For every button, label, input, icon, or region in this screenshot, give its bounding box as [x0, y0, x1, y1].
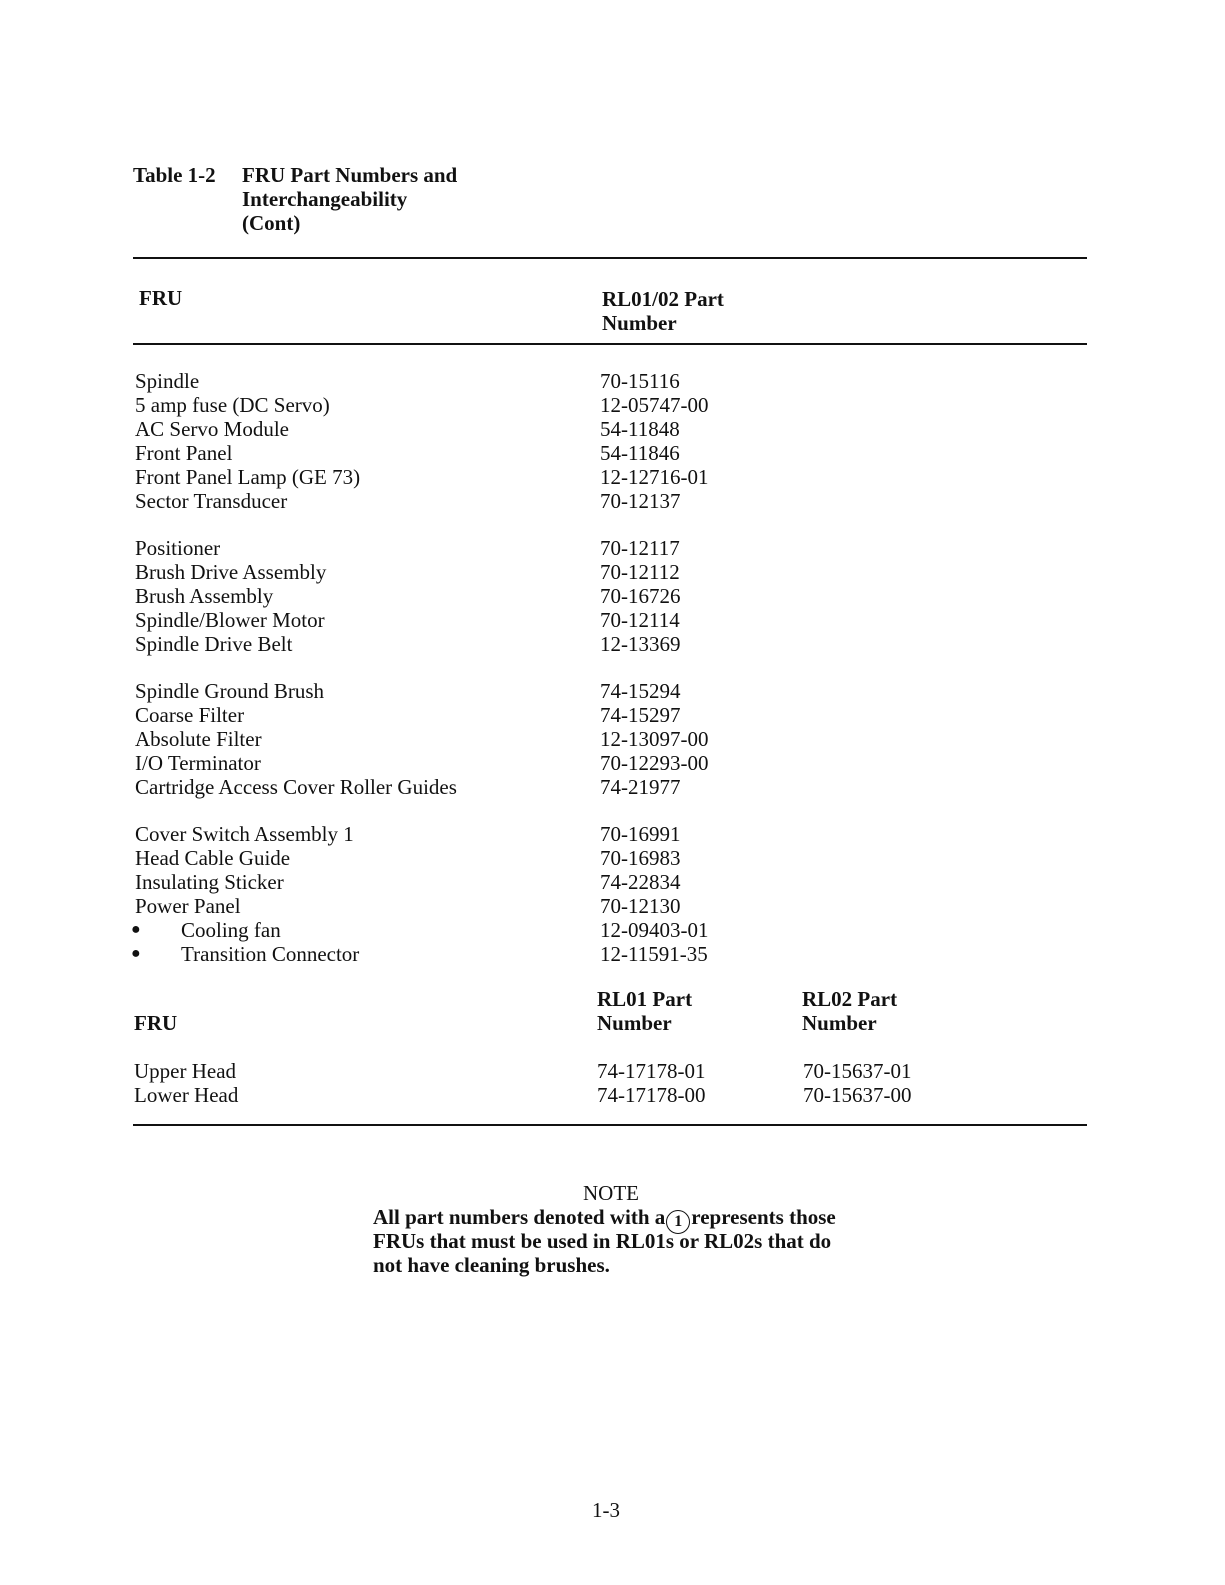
part-number: 12-11591-35	[600, 942, 708, 966]
bottom-rule	[133, 1124, 1087, 1126]
table-row	[0, 1059, 1225, 1083]
part-number: 12-09403-01	[600, 918, 709, 942]
header2-rl01-part	[597, 987, 692, 1035]
part-number: 12-12716-01	[600, 465, 709, 489]
table-row	[0, 846, 1225, 870]
table-row	[0, 1083, 1225, 1107]
fru-name: Sector Transducer	[135, 489, 288, 513]
part-number: 70-12137	[600, 489, 681, 513]
table-row	[0, 584, 1225, 608]
part-number: 70-12114	[600, 608, 680, 632]
fru-name: Power Panel	[135, 894, 241, 918]
fru-name: Absolute Filter	[135, 727, 262, 751]
bullet-icon: ●	[131, 921, 141, 938]
fru-name: Head Cable Guide	[135, 846, 291, 870]
table-row	[0, 489, 1225, 513]
header2-fru: FRU	[134, 1011, 178, 1035]
table-row	[0, 942, 1225, 966]
table-title-line-2: Interchangeability	[242, 187, 408, 211]
rl01-part-number: 74-17178-00	[597, 1083, 706, 1107]
table-row	[0, 393, 1225, 417]
table-row	[0, 679, 1225, 703]
part-number: 70-12117	[600, 536, 680, 560]
rl02-part-number: 70-15637-01	[803, 1059, 912, 1083]
table-row	[0, 775, 1225, 799]
table-row	[0, 417, 1225, 441]
note-title: NOTE	[583, 1181, 639, 1205]
table-row	[0, 608, 1225, 632]
fru-name: Front Panel	[135, 441, 233, 465]
bullet-icon: ●	[131, 945, 141, 962]
part-number: 74-21977	[600, 775, 681, 799]
table-title	[242, 163, 457, 235]
note-line-1-start: All part numbers denoted with a	[373, 1205, 666, 1229]
part-number: 70-16726	[600, 584, 681, 608]
part-number: 70-12112	[600, 560, 680, 584]
table-row	[0, 369, 1225, 393]
fru-name: Spindle	[135, 369, 200, 393]
table-row	[0, 727, 1225, 751]
rl02-part-number: 70-15637-00	[803, 1083, 912, 1107]
rl01-part-number: 74-17178-01	[597, 1059, 706, 1083]
part-number: 74-22834	[600, 870, 681, 894]
fru-name: I/O Terminator	[135, 751, 261, 775]
table-title-line-3: (Cont)	[242, 211, 301, 235]
fru-name: Transition Connector	[181, 942, 360, 966]
header-rl0102-part	[602, 287, 724, 335]
header-fru: FRU	[139, 286, 183, 310]
page-number: 1-3	[592, 1498, 620, 1522]
table-row	[0, 441, 1225, 465]
fru-name: Positioner	[135, 536, 221, 560]
part-number: 54-11846	[600, 441, 680, 465]
fru-name: Spindle/Blower Motor	[135, 608, 325, 632]
fru-name: 5 amp fuse (DC Servo)	[135, 393, 330, 417]
part-number: 12-05747-00	[600, 393, 709, 417]
header2-rl02-line-2: Number	[802, 1011, 877, 1035]
header-rl0102-line-2: Number	[602, 311, 677, 335]
fru-name: Insulating Sticker	[135, 870, 284, 894]
header2-rl01-line-1: RL01 Part	[597, 987, 693, 1011]
part-number: 12-13097-00	[600, 727, 709, 751]
fru-name: Brush Assembly	[135, 584, 274, 608]
header2-rl02-line-1: RL02 Part	[802, 987, 898, 1011]
part-number: 70-15116	[600, 369, 680, 393]
part-number: 70-16991	[600, 822, 681, 846]
part-number: 74-15294	[600, 679, 681, 703]
note-line-3: not have cleaning brushes.	[373, 1253, 610, 1277]
table-row	[0, 560, 1225, 584]
table-row	[0, 465, 1225, 489]
note-line-2: FRUs that must be used in RL01s or RL02s that do	[373, 1229, 832, 1253]
fru-name: Spindle Ground Brush	[135, 679, 324, 703]
table-row	[0, 822, 1225, 846]
part-number: 54-11848	[600, 417, 680, 441]
fru-name: Cooling fan	[181, 918, 281, 942]
table-row	[0, 894, 1225, 918]
header-rl0102-line-1: RL01/02 Part	[602, 287, 724, 311]
circled-number-symbol: 1	[666, 1210, 690, 1234]
part-number: 12-13369	[600, 632, 681, 656]
fru-name: Upper Head	[134, 1059, 237, 1083]
fru-name: AC Servo Module	[135, 417, 289, 441]
part-number: 74-15297	[600, 703, 681, 727]
header-rule	[133, 343, 1087, 345]
header2-rl02-part	[802, 987, 897, 1035]
fru-name: Cover Switch Assembly 1	[135, 822, 354, 846]
fru-name: Coarse Filter	[135, 703, 245, 727]
part-number: 70-16983	[600, 846, 681, 870]
table-row	[0, 918, 1225, 942]
header2-rl01-line-2: Number	[597, 1011, 672, 1035]
table-row	[0, 536, 1225, 560]
fru-name: Cartridge Access Cover Roller Guides	[135, 775, 457, 799]
top-rule	[133, 257, 1087, 259]
part-number: 70-12293-00	[600, 751, 709, 775]
table-label: Table 1-2	[133, 163, 216, 187]
part-number: 70-12130	[600, 894, 681, 918]
fru-name: Front Panel Lamp (GE 73)	[135, 465, 361, 489]
table-row	[0, 751, 1225, 775]
fru-name: Brush Drive Assembly	[135, 560, 327, 584]
fru-name: Lower Head	[134, 1083, 239, 1107]
note-line-1-end: represents those	[691, 1205, 836, 1229]
table-title-line-1: FRU Part Numbers and	[242, 163, 458, 187]
fru-name: Spindle Drive Belt	[135, 632, 293, 656]
table-row	[0, 703, 1225, 727]
table-row	[0, 870, 1225, 894]
table-row	[0, 632, 1225, 656]
